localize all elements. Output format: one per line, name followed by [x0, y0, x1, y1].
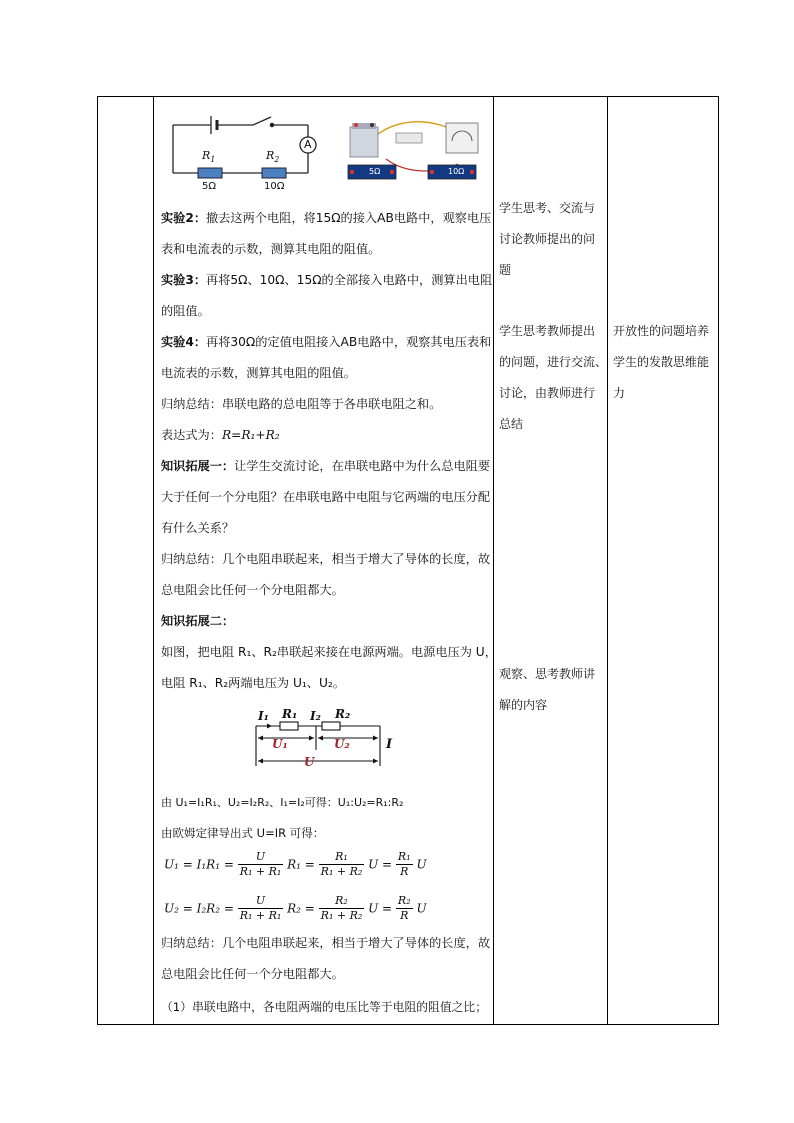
student-activity-block2: 学生思考教师提出 的问题，进行交流、 讨论，由教师进行 总结: [499, 324, 608, 431]
ext1-line1: 知识拓展一：让学生交流讨论，在串联电路中为什么总电阻要: [161, 459, 491, 473]
label-i: I: [386, 737, 393, 752]
exp4-line1: 实验4：再将30Ω的定值电阻接入AB电路中，观察其电压表和: [161, 335, 492, 349]
ammeter-label: A: [304, 138, 312, 151]
label-u1: U₁: [272, 737, 288, 751]
column-divider: [607, 97, 608, 1024]
summary3-line2: 总电阻会比任何一个分电阻都大。: [161, 967, 344, 981]
photo-r1-value: 5Ω: [369, 167, 381, 176]
summary3-line1: 归纳总结：几个电阻串联起来，相当于增大了导体的长度，故: [161, 936, 491, 950]
ext2-title: 知识拓展二：: [161, 614, 235, 628]
derive1: 由 U₁=I₁R₁、U₂=I₂R₂、I₁=I₂可得：U₁:U₂=R₁:R₂: [161, 796, 404, 809]
equation-u1: U₁ = I₁R₁ = $\frac{U}{\text{R₁ + R₁}}$ R₁ = $\frac{\text{R₁}}{\text{R₁ + R₂}}$ U = $\frac{\text{R₁}}{R}$ U: [164, 850, 427, 878]
r2-value: 10Ω: [264, 181, 285, 192]
exp2-line2: 表和电流表的示数，测算其电阻的阻值。: [161, 242, 381, 256]
design-intent: 开放性的问题培养 学生的发散思维能 力: [613, 324, 710, 400]
exp2-line1: 实验2：撤去这两个电阻，将15Ω的接入AB电路中，观察电压: [161, 211, 492, 225]
point1: （1）串联电路中，各电阻两端的电压比等于电阻的阻值之比；: [161, 1000, 488, 1014]
ext1-line2: 大于任何一个分电阻？在串联电路中电阻与它两端的电压分配: [161, 490, 491, 504]
summary2-line1: 归纳总结：几个电阻串联起来，相当于增大了导体的长度，故: [161, 552, 491, 566]
photo-r2-value: 10Ω: [448, 167, 465, 176]
resistor-r1-box: [280, 722, 298, 730]
label-i2: I₂: [310, 709, 321, 723]
label-r1: R₁: [282, 707, 298, 721]
exp3-line2: 的阻值。: [161, 304, 210, 318]
ext1-line3: 有什么关系？: [161, 521, 235, 535]
r1-value: 5Ω: [202, 181, 217, 192]
label-u: U: [304, 755, 315, 769]
ext2-line2: 电阻 R₁、R₂两端电压为 U₁、U₂。: [161, 676, 345, 690]
battery-box-icon: [350, 127, 378, 157]
label-u2: U₂: [334, 737, 350, 751]
exp4-line2: 电流表的示数，测算其电阻的阻值。: [161, 366, 356, 380]
student-activity-block3: 观察、思考教师讲 解的内容: [499, 667, 596, 712]
summary1: 归纳总结：串联电路的总电阻等于各串联电阻之和。: [161, 397, 442, 411]
ammeter-device-icon: [446, 123, 478, 153]
resistor-r1: [198, 168, 222, 178]
label-i1: I₁: [258, 709, 269, 723]
resistor-r2: [262, 168, 286, 178]
exp3-line1: 实验3：再将5Ω、10Ω、15Ω的全部接入电路中，测算出电阻: [161, 273, 493, 287]
series-circuit-diagram: [168, 107, 328, 197]
ext2-line1: 如图，把电阻 R₁、R₂串联起来接在电源两端。电源电压为 U，: [161, 645, 497, 659]
lesson-table: [97, 96, 719, 1025]
equation-u2: U₂ = I₂R₂ = $\frac{U}{\text{R₁ + R₁}}$ R₂ = $\frac{\text{R₂}}{\text{R₁ + R₂}}$ U = $\frac{\text{R₂}}{R}$ U: [164, 894, 427, 922]
student-activity-block1: 学生思考、交流与 讨论教师提出的问 题: [499, 201, 596, 277]
switch-icon: [396, 133, 422, 143]
resistor-r2-box: [322, 722, 340, 730]
summary2-line2: 总电阻会比任何一个分电阻都大。: [161, 583, 344, 597]
label-r2: R₂: [335, 707, 351, 721]
formula: 表达式为：R=R₁+R₂: [161, 428, 280, 442]
teaching-content-column: [154, 97, 497, 1024]
derive2: 由欧姆定律导出式 U=IR 可得：: [161, 826, 325, 840]
apparatus-photo: [346, 119, 486, 191]
r1-label: $R_1$: [202, 149, 216, 165]
r2-label: $R_2$: [266, 149, 280, 165]
